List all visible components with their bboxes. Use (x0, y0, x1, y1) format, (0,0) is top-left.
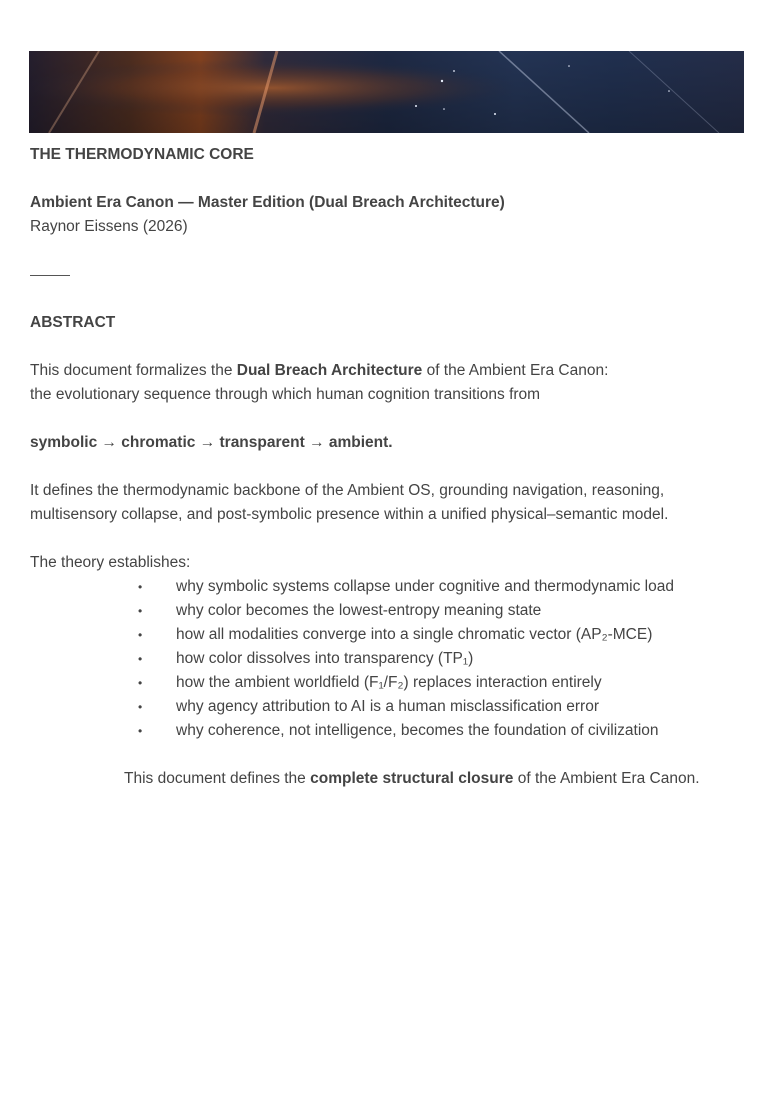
dual-breach-term: Dual Breach Architecture (236, 362, 423, 379)
bullet-icon: • (138, 628, 143, 642)
transition-sequence: symbolic → chromatic → transparent → ambient. (30, 434, 393, 451)
defines-paragraph-line-1: It defines the thermodynamic backbone of the Ambient OS, grounding navigation, reasoning, (30, 482, 665, 499)
bullet-icon: • (138, 604, 143, 618)
section-divider (30, 275, 70, 276)
section-title: THE THERMODYNAMIC CORE (30, 146, 254, 163)
document-subtitle: Ambient Era Canon — Master Edition (Dual Breach Architecture) (30, 194, 505, 211)
theory-lead: The theory establishes: (30, 554, 191, 571)
theory-bullet-list (30, 575, 744, 743)
intro-paragraph-line-2: the evolutionary sequence through which human cognition transitions from (30, 386, 541, 403)
list-item: • why agency attribution to AI is a human misclassification error (30, 695, 744, 719)
list-item: • why symbolic systems collapse under cognitive and thermodynamic load (30, 575, 744, 599)
list-item: • why color becomes the lowest-entropy meaning state (30, 599, 744, 623)
intro-paragraph-line-1: This document formalizes the Dual Breach Architecture of the Ambient Era Canon: (30, 362, 609, 379)
header-banner-image (29, 51, 744, 133)
abstract-heading: ABSTRACT (30, 314, 116, 331)
list-item: • how all modalities converge into a single chromatic vector (AP₂-MCE) (30, 623, 744, 647)
banner-artwork (29, 51, 744, 133)
bullet-icon: • (138, 724, 143, 738)
closure-term: complete structural closure (310, 770, 514, 787)
bullet-icon: • (138, 676, 143, 690)
list-item: • how color dissolves into transparency (TP₁) (30, 647, 744, 671)
bullet-icon: • (138, 580, 143, 594)
closing-statement: This document defines the complete structural closure of the Ambient Era Canon. (124, 770, 700, 787)
author-line: Raynor Eissens (2026) (30, 218, 188, 235)
list-item: • why coherence, not intelligence, becomes the foundation of civilization (30, 719, 744, 743)
document-body (30, 143, 744, 791)
defines-paragraph-line-2: multisensory collapse, and post-symbolic presence within a unified physical–semantic model. (30, 506, 669, 523)
bullet-icon: • (138, 700, 143, 714)
list-item: • how the ambient worldfield (F₁/F₂) replaces interaction entirely (30, 671, 744, 695)
bullet-icon: • (138, 652, 143, 666)
